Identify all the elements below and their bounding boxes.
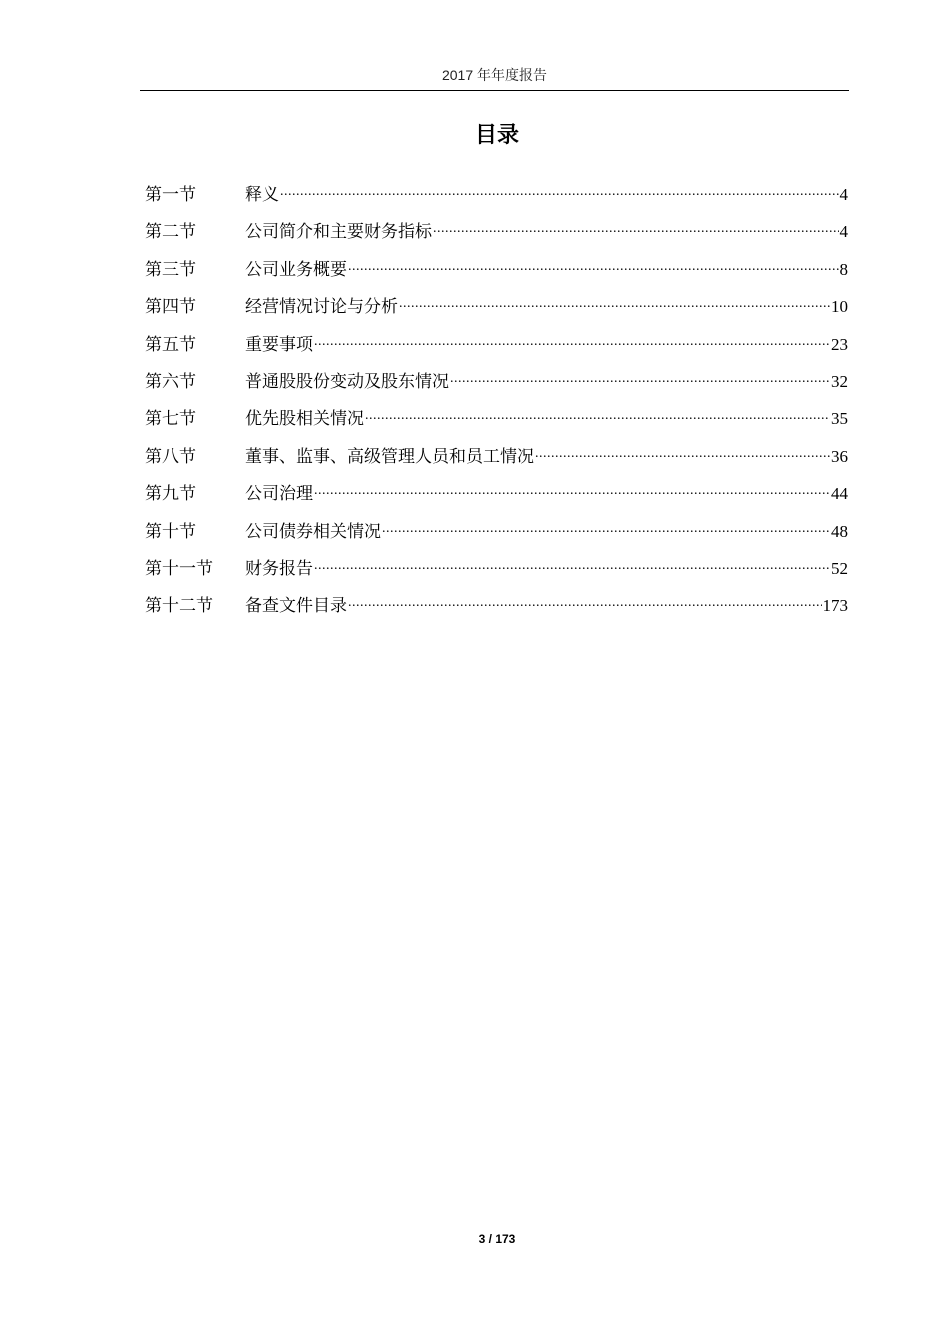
toc-leader-dots: [433, 217, 839, 237]
toc-section-number: 第五节: [145, 334, 196, 354]
toc-entry[interactable]: [145, 292, 848, 329]
toc-section-title: 公司债券相关情况: [245, 521, 381, 541]
toc-entry[interactable]: [145, 479, 848, 516]
toc-section-number: 第八节: [145, 446, 196, 466]
toc-section-title: 释义: [245, 185, 279, 204]
toc-entry[interactable]: [145, 591, 848, 628]
toc-entry[interactable]: [145, 330, 848, 367]
toc-leader-dots: [399, 292, 830, 312]
toc-section-title: 财务报告: [245, 558, 313, 578]
toc-section-number: 第二节: [145, 222, 196, 242]
toc-leader-dots: [280, 180, 839, 200]
toc-leader-dots: [314, 330, 830, 350]
toc-page-number: 4: [839, 185, 848, 204]
toc-leader-dots: [348, 591, 822, 611]
toc-page-number: 52: [831, 558, 848, 578]
toc-entry[interactable]: [145, 517, 848, 554]
toc-leader-dots: [314, 554, 830, 574]
table-of-contents: [145, 180, 848, 629]
toc-section-number: 第四节: [145, 297, 196, 317]
toc-section-number: 第七节: [145, 409, 196, 429]
page-header: [140, 64, 849, 91]
toc-page-number: 44: [831, 484, 848, 504]
toc-leader-dots: [365, 404, 830, 424]
toc-section-number: 第十节: [145, 521, 196, 541]
toc-entry[interactable]: [145, 554, 848, 591]
toc-page-number: 35: [831, 409, 848, 429]
page-footer: [0, 1230, 950, 1248]
toc-page-number: 23: [831, 334, 848, 354]
toc-leader-dots: [535, 442, 830, 462]
toc-page-number: 173: [822, 596, 848, 616]
toc-leader-dots: [314, 479, 830, 499]
toc-section-title: 董事、监事、高级管理人员和员工情况: [245, 446, 534, 466]
toc-page-number: 48: [831, 521, 848, 541]
toc-leader-dots: [450, 367, 830, 387]
toc-section-number: 第六节: [145, 371, 196, 391]
toc-section-number: 第一节: [145, 185, 196, 204]
toc-title: 目录: [474, 123, 519, 148]
toc-section-number: 第十二节: [145, 596, 213, 616]
toc-entry[interactable]: [145, 442, 848, 479]
toc-section-title: 公司治理: [245, 484, 313, 504]
toc-entry[interactable]: [145, 217, 848, 254]
toc-entry[interactable]: [145, 404, 848, 441]
toc-leader-dots: [348, 255, 839, 275]
toc-page-number: 4: [839, 222, 848, 242]
toc-section-number: 第九节: [145, 484, 196, 504]
report-title: 2017 年年度报告: [441, 67, 548, 83]
toc-section-title: 公司简介和主要财务指标: [245, 222, 432, 242]
toc-page-number: 36: [831, 446, 848, 466]
page-indicator: 3 / 173: [478, 1232, 516, 1246]
toc-section-title: 优先股相关情况: [245, 409, 364, 429]
toc-entry[interactable]: [145, 367, 848, 404]
toc-section-title: 公司业务概要: [245, 259, 347, 279]
toc-page-number: 10: [831, 297, 848, 317]
toc-section-title: 普通股股份变动及股东情况: [245, 371, 449, 391]
toc-section-title: 备查文件目录: [245, 596, 347, 616]
toc-page-number: 8: [839, 259, 848, 279]
toc-section-number: 第三节: [145, 259, 196, 279]
toc-entry[interactable]: [145, 255, 848, 292]
toc-page-number: 32: [831, 371, 848, 391]
toc-entry[interactable]: [145, 180, 848, 217]
toc-leader-dots: [382, 517, 830, 537]
toc-section-title: 经营情况讨论与分析: [245, 297, 398, 317]
toc-section-number: 第十一节: [145, 558, 213, 578]
toc-section-title: 重要事项: [245, 334, 313, 354]
